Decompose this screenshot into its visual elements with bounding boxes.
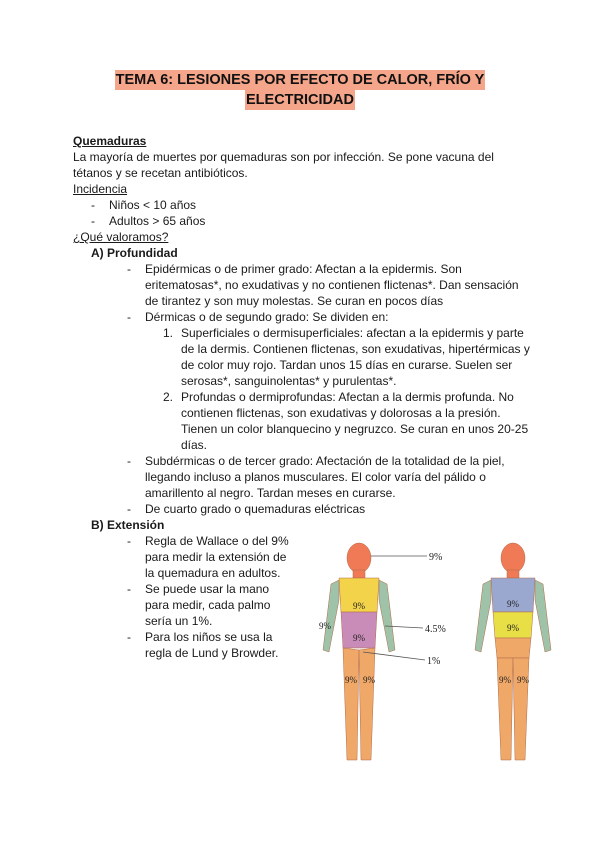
list-item: - Adultos > 65 años (73, 213, 533, 229)
list-item: - Subdérmicas o de tercer grado: Afectación de la totalidad de la piel, llegando incluso a planos musculares. El color varía del pálido o amarillento al negro. Tardan meses en curarse. (73, 453, 533, 501)
back-left-leg-label: 9% (499, 675, 511, 685)
back-right-arm (535, 580, 551, 652)
front-arm-label: 9% (319, 621, 331, 631)
callout-groin: 1% (427, 656, 441, 667)
back-body (475, 543, 551, 760)
dermal-sublist (73, 325, 533, 453)
front-right-arm (379, 580, 395, 652)
back-head (501, 543, 525, 573)
back-buttocks (495, 638, 531, 658)
list-item (73, 325, 533, 389)
section-heading: Quemaduras (73, 134, 147, 148)
list-item: - Epidérmicas o de primer grado: Afectan a la epidermis. Son eritematosas*, no exudativas y no contienen flictenas*. Dan sensación de tirantez y son muy molestas. Se curan en pocos días (73, 261, 533, 309)
depth-heading: A) Profundidad (91, 246, 178, 260)
front-left-arm (323, 580, 339, 652)
extent-list (73, 533, 295, 661)
page-title (0, 70, 600, 110)
incidence-list (73, 197, 533, 229)
back-right-leg-label: 9% (517, 675, 529, 685)
intro-paragraph: La mayoría de muertes por quemaduras son por infección. Se pone vacuna del tétanos y se recetan antibióticos. (73, 150, 494, 180)
title-line-1: TEMA 6: LESIONES POR EFECTO DE CALOR, FRÍO Y (115, 72, 485, 88)
front-abdomen-label: 9% (353, 633, 365, 643)
back-neck (507, 570, 519, 578)
front-right-leg-label: 9% (363, 675, 375, 685)
callout-head: 9% (429, 552, 443, 563)
front-head (347, 543, 371, 573)
item-number: 2. (163, 390, 174, 404)
front-neck (353, 570, 365, 578)
question-label: ¿Qué valoramos? (73, 230, 169, 244)
front-chest-label: 9% (353, 601, 365, 611)
item-text: Profundas o dermiprofundas: Afectan a la dermis profunda. No contienen flictenas, son exudativas y dolorosas a la presión. Tienen un color blanquecino y negruzco. Se curan en unos 20-25 días. (181, 390, 529, 452)
rule-of-nines-figure (315, 540, 560, 770)
title-line-2: ELECTRICIDAD (246, 92, 354, 108)
list-item: - De cuarto grado o quemaduras eléctricas (73, 501, 533, 517)
callout-arm: 4.5% (425, 624, 446, 635)
front-left-leg-label: 9% (345, 675, 357, 685)
extent-heading: B) Extensión (91, 518, 165, 532)
list-item (73, 389, 533, 453)
list-item: - Regla de Wallace o del 9% para medir la extensión de la quemadura en adultos. (73, 533, 295, 581)
incidence-label: Incidencia (73, 182, 128, 196)
list-item: - Se puede usar la mano para medir, cada palmo sería un 1%. (73, 581, 295, 629)
depth-list (73, 261, 533, 325)
list-item: - Dérmicas o de segundo grado: Se dividen en: (73, 309, 533, 325)
item-number: 1. (163, 326, 174, 340)
item-text: Superficiales o dermisuperficiales: afectan a la epidermis y parte de la dermis. Contienen flictenas, son exudativas, hipertérmicas y de color muy rojo. Tardan unos 15 días en curarse. Suelen ser serosas*, sanguinolentas* y purulentas*. (181, 326, 530, 388)
back-upper-label: 9% (507, 599, 519, 609)
front-right-leg (359, 648, 375, 760)
list-item: - Para los niños se usa la regla de Lund y Browder. (73, 629, 295, 661)
back-left-arm (475, 580, 491, 652)
front-body (323, 543, 395, 760)
list-item: - Niños < 10 años (73, 197, 533, 213)
back-lower-label: 9% (507, 623, 519, 633)
depth-list-2 (73, 453, 533, 517)
front-left-leg (343, 648, 359, 760)
